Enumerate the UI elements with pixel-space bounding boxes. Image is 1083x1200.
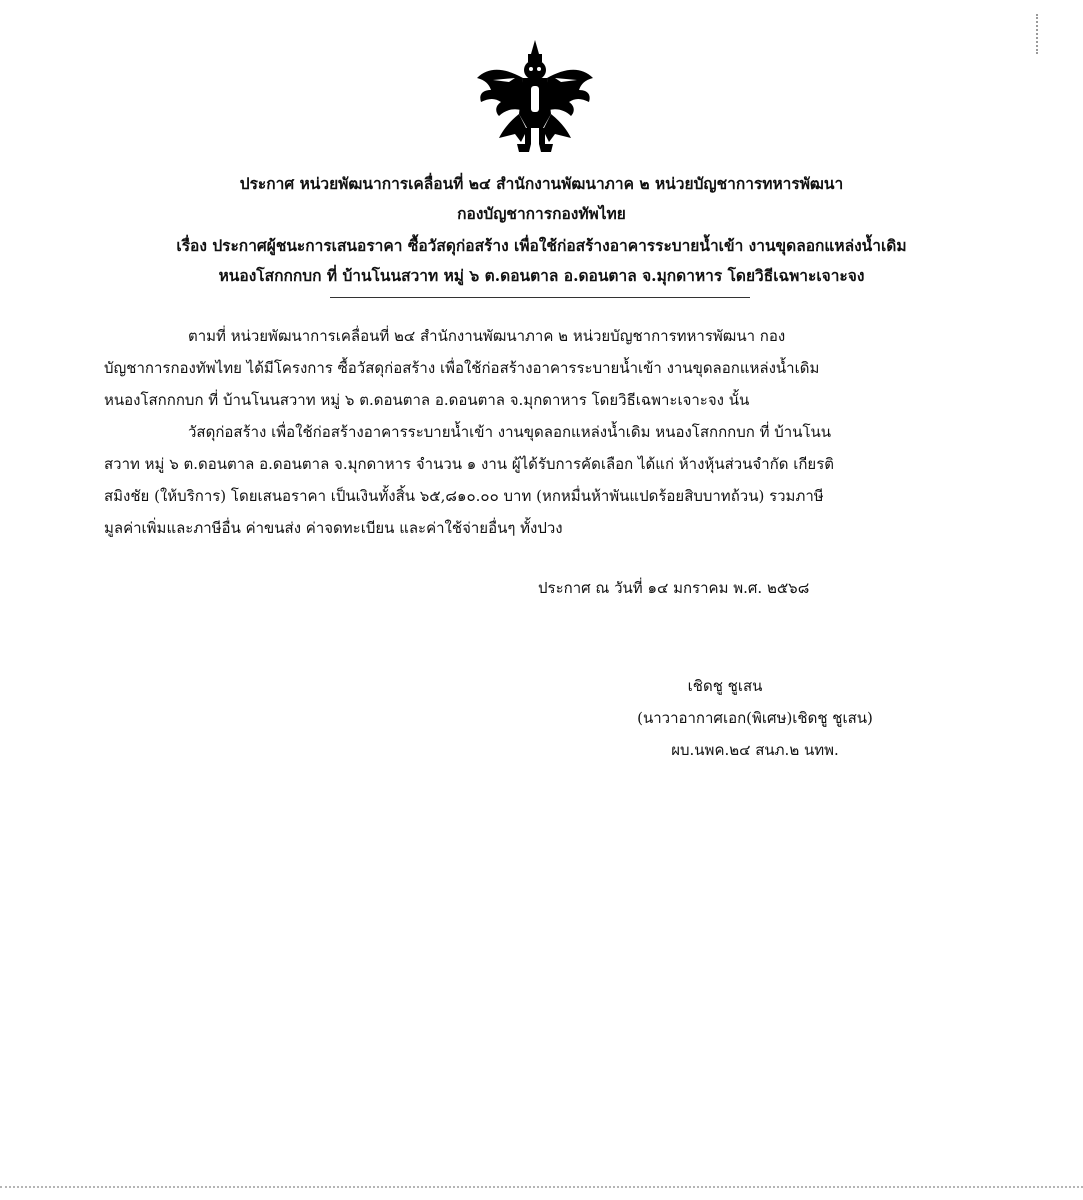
announcement-organization: กองบัญชาการกองทัพไทย (457, 204, 626, 223)
body-paragraph-line: มูลค่าเพิ่มและภาษีอื่น ค่าขนส่ง ค่าจดทะเบียน และค่าใช้จ่ายอื่นๆ ทั้งปวง (104, 519, 563, 537)
signature-name: เชิดชู ชูเสน (687, 677, 763, 695)
announcement-title: ประกาศ หน่วยพัฒนาการเคลื่อนที่ ๒๔ สำนักงานพัฒนาภาค ๒ หน่วยบัญชาการทหารพัฒนา (239, 174, 844, 193)
body-paragraph-line: บัญชาการกองทัพไทย ได้มีโครงการ ซื้อวัสดุก่อสร้าง เพื่อใช้ก่อสร้างอาคารระบายน้ำเข้า งานขุดลอกแหล่งน้ำเดิม (104, 359, 820, 377)
garuda-emblem-icon (475, 38, 595, 158)
signatory-position: ผบ.นพค.๒๔ สนภ.๒ นทพ. (671, 741, 839, 759)
announcement-date: ประกาศ ณ วันที่ ๑๔ มกราคม พ.ศ. ๒๕๖๘ (538, 579, 810, 597)
announcement-subject: เรื่อง ประกาศผู้ชนะการเสนอราคา ซื้อวัสดุก่อสร้าง เพื่อใช้ก่อสร้างอาคารระบายน้ำเข้า งานขุดลอกแหล่งน้ำเดิม (176, 236, 907, 255)
body-paragraph-line: วัสดุก่อสร้าง เพื่อใช้ก่อสร้างอาคารระบายน้ำเข้า งานขุดลอกแหล่งน้ำเดิม หนองโสกกกบก ที่ บ้านโนน (188, 423, 832, 441)
body-paragraph-line: สมิงชัย (ให้บริการ) โดยเสนอราคา เป็นเงินทั้งสิ้น ๖๕,๘๑๐.๐๐ บาท (หกหมื่นห้าพันแปดร้อยสิบบาทถ้วน) รวมภาษี (104, 487, 824, 505)
scan-artifact-mark (1036, 14, 1040, 54)
header-divider (330, 297, 750, 298)
scan-artifact-edge (0, 1186, 1083, 1188)
signatory-full-name: (นาวาอากาศเอก(พิเศษ)เชิดชู ชูเสน) (637, 709, 873, 727)
body-paragraph-line: หนองโสกกกบก ที่ บ้านโนนสวาท หมู่ ๖ ต.ดอนตาล อ.ดอนตาล จ.มุกดาหาร โดยวิธีเฉพาะเจาะจง นั้น (104, 391, 750, 409)
body-paragraph-line: สวาท หมู่ ๖ ต.ดอนตาล อ.ดอนตาล จ.มุกดาหาร จำนวน ๑ งาน ผู้ได้รับการคัดเลือก ได้แก่ ห้างหุ้นส่วนจำกัด เกียรติ (104, 455, 835, 473)
body-paragraph-line: ตามที่ หน่วยพัฒนาการเคลื่อนที่ ๒๔ สำนักงานพัฒนาภาค ๒ หน่วยบัญชาการทหารพัฒนา กอง (188, 327, 786, 345)
announcement-subject-continued: หนองโสกกกบก ที่ บ้านโนนสวาท หมู่ ๖ ต.ดอนตาล อ.ดอนตาล จ.มุกดาหาร โดยวิธีเฉพาะเจาะจง (218, 266, 865, 285)
